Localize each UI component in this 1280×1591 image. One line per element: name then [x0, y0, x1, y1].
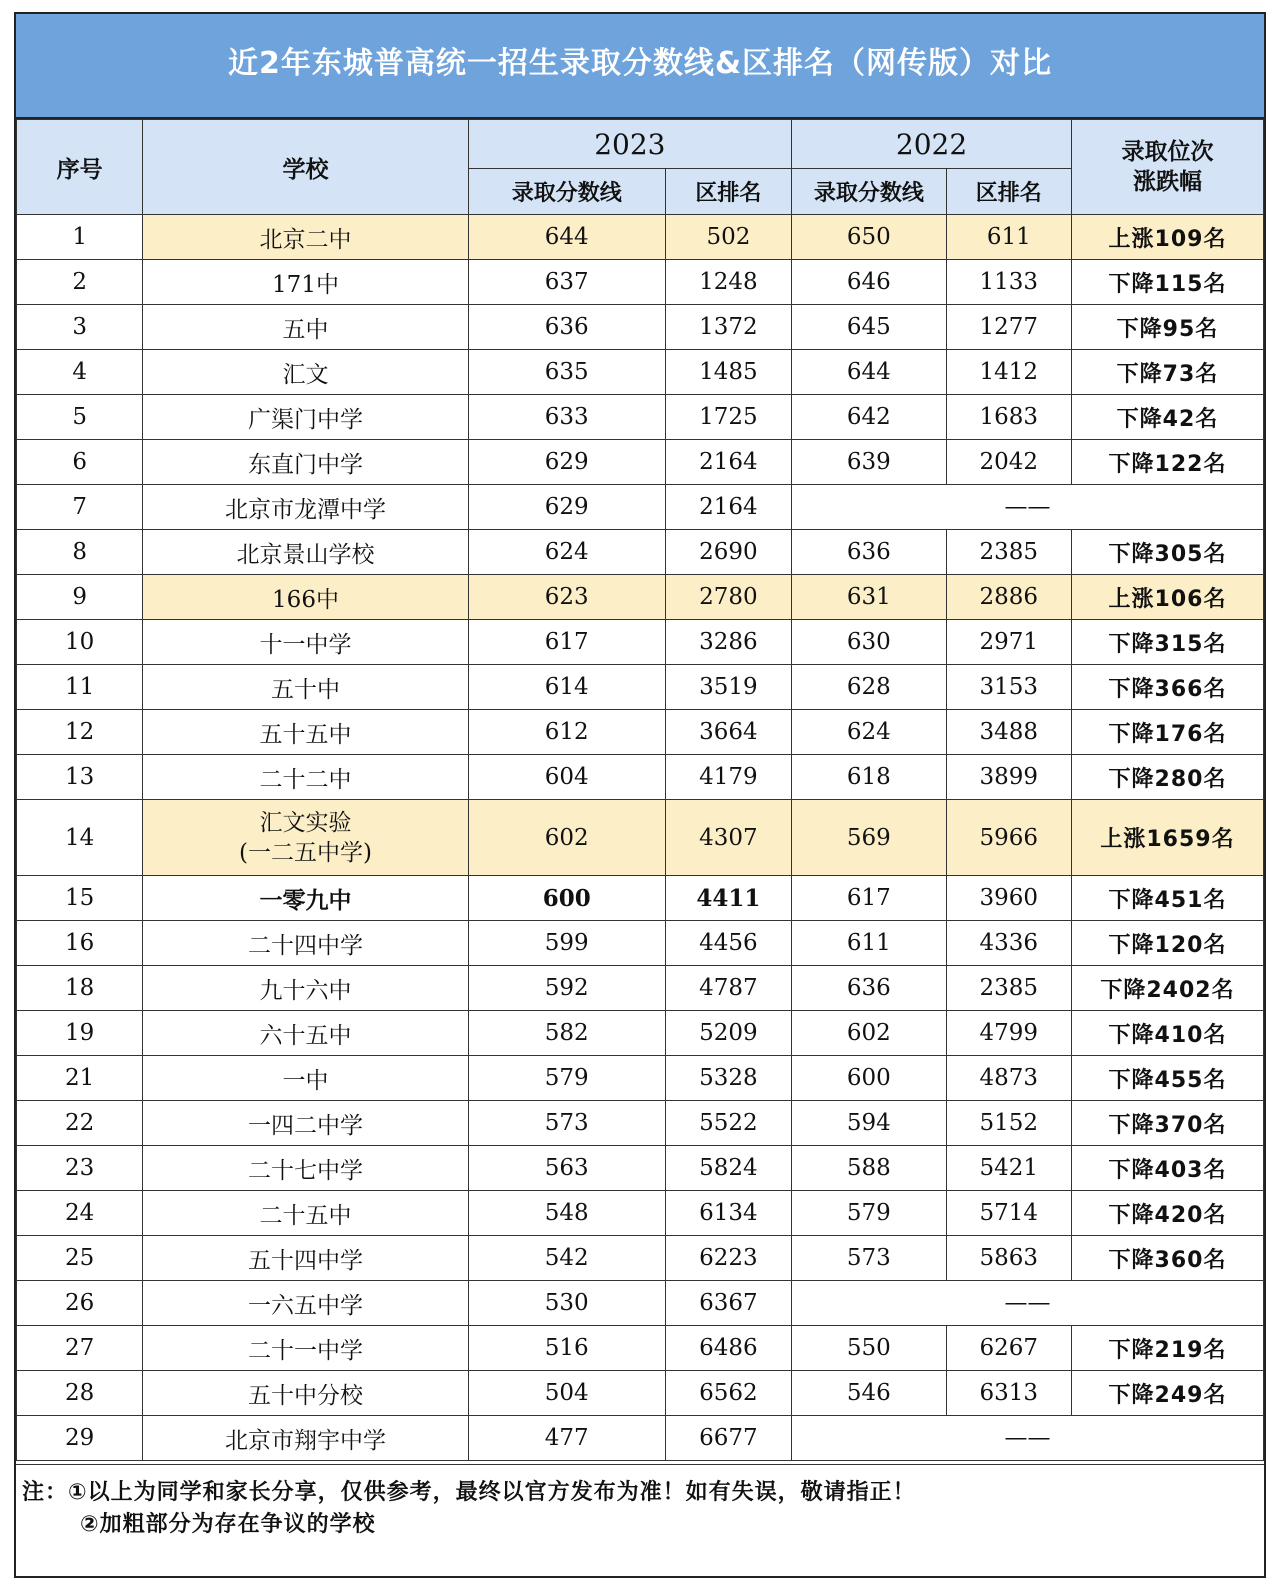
- row-rank-2022: 6313: [946, 1371, 1071, 1416]
- row-rank-2022: 4336: [946, 921, 1071, 966]
- row-rank-change: 下降280名: [1071, 755, 1263, 800]
- row-index: 14: [17, 800, 143, 876]
- row-rank-2022: 1683: [946, 395, 1071, 440]
- table-row: [17, 440, 1264, 485]
- row-rank-2023: 5209: [665, 1011, 791, 1056]
- row-school: 171中: [143, 260, 468, 305]
- row-rank-change: 下降403名: [1071, 1146, 1263, 1191]
- row-score-2023: 602: [468, 800, 665, 876]
- table-row: [17, 215, 1264, 260]
- row-index: 26: [17, 1281, 143, 1326]
- row-score-2023: 504: [468, 1371, 665, 1416]
- row-rank-2022: 5421: [946, 1146, 1071, 1191]
- row-rank-2023: 6134: [665, 1191, 791, 1236]
- row-rank-change: 上涨106名: [1071, 575, 1263, 620]
- note-line-1: 注：①以上为同学和家长分享，仅供参考，最终以官方发布为准！如有失误，敬请指正！: [22, 1480, 916, 1505]
- row-school: 五中: [143, 305, 468, 350]
- table-row: [17, 1101, 1264, 1146]
- row-index: 4: [17, 350, 143, 395]
- row-school: 广渠门中学: [143, 395, 468, 440]
- table-row: [17, 620, 1264, 665]
- table-row: [17, 1281, 1264, 1326]
- row-rank-change: 下降95名: [1071, 305, 1263, 350]
- row-rank-change: 下降2402名: [1071, 966, 1263, 1011]
- row-school: 北京市翔宇中学: [143, 1416, 468, 1461]
- row-score-2022: 631: [792, 575, 947, 620]
- row-score-2023: 599: [468, 921, 665, 966]
- page-title: 近2年东城普高统一招生录取分数线&区排名（网传版）对比: [227, 46, 1053, 81]
- row-score-2023: 600: [468, 876, 665, 921]
- table-row: [17, 1326, 1264, 1371]
- row-score-2022: 630: [792, 620, 947, 665]
- row-rank-2022: 611: [946, 215, 1071, 260]
- note-line-2: ②加粗部分为存在争议的学校: [80, 1512, 376, 1537]
- row-index: 9: [17, 575, 143, 620]
- row-score-2023: 629: [468, 485, 665, 530]
- row-rank-2022: 5714: [946, 1191, 1071, 1236]
- row-rank-2022: 5152: [946, 1101, 1071, 1146]
- row-rank-2022: 2886: [946, 575, 1071, 620]
- row-school: 二十七中学: [143, 1146, 468, 1191]
- row-school: 五十五中: [143, 710, 468, 755]
- row-rank-2023: 3286: [665, 620, 791, 665]
- row-school: 六十五中: [143, 1011, 468, 1056]
- row-rank-change: 下降305名: [1071, 530, 1263, 575]
- row-rank-2023: 4179: [665, 755, 791, 800]
- row-school: 一零九中: [143, 876, 468, 921]
- table-body: [17, 215, 1264, 1461]
- row-index: 27: [17, 1326, 143, 1371]
- row-index: 11: [17, 665, 143, 710]
- row-index: 22: [17, 1101, 143, 1146]
- row-score-2022: 642: [792, 395, 947, 440]
- row-rank-2022: 2042: [946, 440, 1071, 485]
- row-score-2023: 635: [468, 350, 665, 395]
- row-score-2022: 569: [792, 800, 947, 876]
- row-school: 五十中分校: [143, 1371, 468, 1416]
- row-rank-2022: 5966: [946, 800, 1071, 876]
- row-rank-2023: 1725: [665, 395, 791, 440]
- row-score-2023: 633: [468, 395, 665, 440]
- row-school: 五十中: [143, 665, 468, 710]
- row-score-2022: 636: [792, 530, 947, 575]
- row-school: 一中: [143, 1056, 468, 1101]
- row-school: 汇文: [143, 350, 468, 395]
- row-rank-2022: 3899: [946, 755, 1071, 800]
- row-rank-2022: 1277: [946, 305, 1071, 350]
- row-school: 东直门中学: [143, 440, 468, 485]
- table-row: [17, 1011, 1264, 1056]
- row-score-2022: 546: [792, 1371, 947, 1416]
- header-year-2022: 2022: [792, 120, 1072, 169]
- row-score-2023: 563: [468, 1146, 665, 1191]
- row-score-2023: 477: [468, 1416, 665, 1461]
- row-rank-change: 上涨1659名: [1071, 800, 1263, 876]
- row-rank-2023: 2780: [665, 575, 791, 620]
- row-rank-2022: 6267: [946, 1326, 1071, 1371]
- row-rank-2023: 6677: [665, 1416, 791, 1461]
- row-rank-2023: 1372: [665, 305, 791, 350]
- table-row: [17, 755, 1264, 800]
- header-change: 录取位次 涨跌幅: [1071, 120, 1263, 215]
- row-score-2022: 611: [792, 921, 947, 966]
- row-index: 12: [17, 710, 143, 755]
- header-rank-2023: 区排名: [665, 169, 791, 215]
- row-score-2023: 644: [468, 215, 665, 260]
- row-index: 15: [17, 876, 143, 921]
- row-score-2022: 618: [792, 755, 947, 800]
- table-row: [17, 1236, 1264, 1281]
- table-row: [17, 530, 1264, 575]
- row-score-2022: 624: [792, 710, 947, 755]
- row-rank-2022: 2385: [946, 966, 1071, 1011]
- row-score-2023: 629: [468, 440, 665, 485]
- row-rank-2023: 2164: [665, 485, 791, 530]
- row-index: 23: [17, 1146, 143, 1191]
- row-rank-2023: 6223: [665, 1236, 791, 1281]
- row-score-2023: 582: [468, 1011, 665, 1056]
- row-score-2023: 516: [468, 1326, 665, 1371]
- row-rank-2023: 5824: [665, 1146, 791, 1191]
- table-row: [17, 350, 1264, 395]
- row-index: 7: [17, 485, 143, 530]
- row-rank-2022: 5863: [946, 1236, 1071, 1281]
- row-index: 19: [17, 1011, 143, 1056]
- row-score-2022: 600: [792, 1056, 947, 1101]
- row-rank-2022: 4873: [946, 1056, 1071, 1101]
- row-index: 6: [17, 440, 143, 485]
- row-index: 29: [17, 1416, 143, 1461]
- table-row: [17, 921, 1264, 966]
- row-index: 25: [17, 1236, 143, 1281]
- row-rank-2023: 3519: [665, 665, 791, 710]
- row-rank-change: 下降176名: [1071, 710, 1263, 755]
- notes: [16, 1464, 1264, 1576]
- row-rank-2023: 502: [665, 215, 791, 260]
- table-row: [17, 1371, 1264, 1416]
- row-rank-2022: 3488: [946, 710, 1071, 755]
- row-school: 一四二中学: [143, 1101, 468, 1146]
- row-rank-2023: 2690: [665, 530, 791, 575]
- row-score-2023: 548: [468, 1191, 665, 1236]
- row-rank-change: 下降455名: [1071, 1056, 1263, 1101]
- row-score-2023: 624: [468, 530, 665, 575]
- header-score-2022: 录取分数线: [792, 169, 947, 215]
- row-rank-change: 下降73名: [1071, 350, 1263, 395]
- table-row: [17, 1416, 1264, 1461]
- row-rank-2022: 4799: [946, 1011, 1071, 1056]
- row-rank-2023: 3664: [665, 710, 791, 755]
- row-rank-change: 下降122名: [1071, 440, 1263, 485]
- row-rank-2023: 4787: [665, 966, 791, 1011]
- row-rank-change: 下降249名: [1071, 1371, 1263, 1416]
- row-index: 2: [17, 260, 143, 305]
- row-score-2023: 573: [468, 1101, 665, 1146]
- table-row: [17, 800, 1264, 876]
- row-score-2022: 579: [792, 1191, 947, 1236]
- table-row: [17, 260, 1264, 305]
- row-index: 28: [17, 1371, 143, 1416]
- row-rank-2022: 1133: [946, 260, 1071, 305]
- row-rank-change: 下降120名: [1071, 921, 1263, 966]
- row-rank-change: 下降451名: [1071, 876, 1263, 921]
- row-school: 二十二中: [143, 755, 468, 800]
- row-score-2023: 579: [468, 1056, 665, 1101]
- row-score-2023: 604: [468, 755, 665, 800]
- row-school: 二十一中学: [143, 1326, 468, 1371]
- table-row: [17, 485, 1264, 530]
- row-score-2022: 644: [792, 350, 947, 395]
- row-score-2023: 530: [468, 1281, 665, 1326]
- row-rank-2022: 3960: [946, 876, 1071, 921]
- row-school: [143, 800, 468, 876]
- table-row: [17, 876, 1264, 921]
- row-rank-change: 下降360名: [1071, 1236, 1263, 1281]
- row-rank-2023: 4307: [665, 800, 791, 876]
- header-school: 学校: [143, 120, 468, 215]
- row-rank-2023: 5328: [665, 1056, 791, 1101]
- row-index: 24: [17, 1191, 143, 1236]
- row-score-2022: 645: [792, 305, 947, 350]
- row-rank-change: 下降42名: [1071, 395, 1263, 440]
- row-rank-2023: 4411: [665, 876, 791, 921]
- row-score-2022: 617: [792, 876, 947, 921]
- row-index: 13: [17, 755, 143, 800]
- header-rank-2022: 区排名: [946, 169, 1071, 215]
- row-rank-2022: 2971: [946, 620, 1071, 665]
- row-rank-2023: 2164: [665, 440, 791, 485]
- row-score-2022: 588: [792, 1146, 947, 1191]
- row-school: 北京市龙潭中学: [143, 485, 468, 530]
- document-frame: [14, 12, 1266, 1578]
- row-score-2023: 614: [468, 665, 665, 710]
- row-rank-change: 下降366名: [1071, 665, 1263, 710]
- row-score-2023: 542: [468, 1236, 665, 1281]
- row-index: 5: [17, 395, 143, 440]
- row-score-2022: 650: [792, 215, 947, 260]
- row-school: 十一中学: [143, 620, 468, 665]
- row-rank-2023: 6562: [665, 1371, 791, 1416]
- table-row: [17, 1056, 1264, 1101]
- table-row: [17, 1146, 1264, 1191]
- table-row: [17, 966, 1264, 1011]
- row-rank-2023: 4456: [665, 921, 791, 966]
- row-score-2022: 628: [792, 665, 947, 710]
- row-school: 九十六中: [143, 966, 468, 1011]
- row-rank-change: 下降219名: [1071, 1326, 1263, 1371]
- table-row: [17, 665, 1264, 710]
- row-school: 二十五中: [143, 1191, 468, 1236]
- row-score-2022: 594: [792, 1101, 947, 1146]
- table-row: [17, 710, 1264, 755]
- row-score-2022: 602: [792, 1011, 947, 1056]
- row-rank-2023: 5522: [665, 1101, 791, 1146]
- school-name-line-1: 汇文实验: [259, 809, 352, 836]
- row-rank-change: 下降420名: [1071, 1191, 1263, 1236]
- header-year-2023: 2023: [468, 120, 791, 169]
- row-rank-2022: 3153: [946, 665, 1071, 710]
- row-school: 北京二中: [143, 215, 468, 260]
- row-index: 8: [17, 530, 143, 575]
- row-rank-2023: 1485: [665, 350, 791, 395]
- row-rank-2023: 6486: [665, 1326, 791, 1371]
- row-score-2023: 636: [468, 305, 665, 350]
- row-score-2022: 550: [792, 1326, 947, 1371]
- table-row: [17, 305, 1264, 350]
- row-school: 五十四中学: [143, 1236, 468, 1281]
- row-index: 16: [17, 921, 143, 966]
- row-score-2022: 639: [792, 440, 947, 485]
- row-school: 166中: [143, 575, 468, 620]
- row-index: 1: [17, 215, 143, 260]
- row-rank-2022: 2385: [946, 530, 1071, 575]
- header-score-2023: 录取分数线: [468, 169, 665, 215]
- row-index: 10: [17, 620, 143, 665]
- row-school: 一六五中学: [143, 1281, 468, 1326]
- row-rank-change: 下降410名: [1071, 1011, 1263, 1056]
- row-score-2022: 636: [792, 966, 947, 1011]
- row-rank-2023: 6367: [665, 1281, 791, 1326]
- row-no-data: ——: [792, 1416, 1264, 1461]
- row-rank-change: 下降370名: [1071, 1101, 1263, 1146]
- row-index: 3: [17, 305, 143, 350]
- table-row: [17, 1191, 1264, 1236]
- school-name-line-2: (一二五中学): [239, 839, 372, 866]
- row-rank-change: 下降115名: [1071, 260, 1263, 305]
- row-school: 北京景山学校: [143, 530, 468, 575]
- title-bar: [16, 14, 1264, 119]
- table-row: [17, 395, 1264, 440]
- row-index: 18: [17, 966, 143, 1011]
- row-score-2023: 612: [468, 710, 665, 755]
- row-index: 21: [17, 1056, 143, 1101]
- row-score-2023: 617: [468, 620, 665, 665]
- row-rank-change: 上涨109名: [1071, 215, 1263, 260]
- table-row: [17, 575, 1264, 620]
- row-rank-2023: 1248: [665, 260, 791, 305]
- admission-table: [16, 119, 1264, 1461]
- header-index: 序号: [17, 120, 143, 215]
- row-rank-change: 下降315名: [1071, 620, 1263, 665]
- row-school: 二十四中学: [143, 921, 468, 966]
- row-score-2022: 573: [792, 1236, 947, 1281]
- row-score-2022: 646: [792, 260, 947, 305]
- row-score-2023: 637: [468, 260, 665, 305]
- row-no-data: ——: [792, 485, 1264, 530]
- row-rank-2022: 1412: [946, 350, 1071, 395]
- row-score-2023: 592: [468, 966, 665, 1011]
- row-score-2023: 623: [468, 575, 665, 620]
- row-no-data: ——: [792, 1281, 1264, 1326]
